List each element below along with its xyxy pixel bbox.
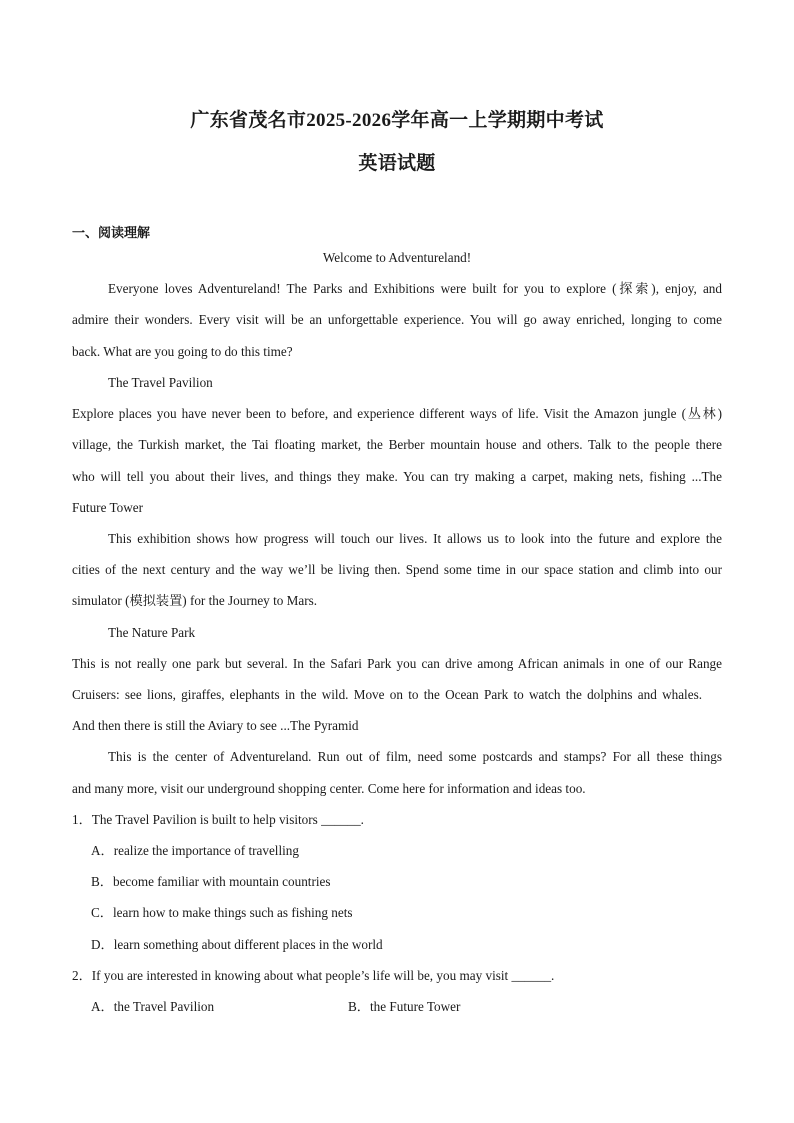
passage-line: admire their wonders. Every visit will be an unforgettable experience. You will go away enriched, longing to come bbox=[72, 312, 722, 327]
passage-line: simulator (模拟装置) for the Journey to Mars. bbox=[72, 593, 318, 608]
exam-subtitle: 英语试题 bbox=[358, 153, 436, 174]
passage-line: back. What are you going to do this time? bbox=[72, 344, 293, 359]
passage-line: Cruisers: see lions, giraffes, elephants in the wild. Move on to the Ocean Park to watch the dolphins and whales. bbox=[72, 687, 702, 702]
passage-line: This exhibition shows how progress will touch our lives. It allows us to look into the future and explore the bbox=[108, 531, 722, 546]
subheading-nature-park: The Nature Park bbox=[108, 625, 196, 640]
exam-title: 广东省茂名市2025-2026学年高一上学期期中考试 bbox=[190, 110, 604, 131]
passage-line: Everyone loves Adventureland! The Parks and Exhibitions were built for you to explore (探索), enjoy, and bbox=[108, 281, 722, 296]
subheading-travel-pavilion: The Travel Pavilion bbox=[108, 375, 213, 390]
passage-line: who will tell you about their lives, and things they make. You can try making a carpet, making nets, fishing ...The bbox=[72, 469, 722, 484]
passage-line: This is the center of Adventureland. Run out of film, need some postcards and stamps? For all these things bbox=[108, 749, 722, 764]
section-heading: 一、阅读理解 bbox=[72, 225, 151, 240]
passage-title: Welcome to Adventureland! bbox=[322, 250, 472, 265]
question-option: B．become familiar with mountain countries bbox=[91, 874, 331, 889]
question-option: D．learn something about different places in the world bbox=[91, 937, 383, 952]
subheading-future-tower: Future Tower bbox=[72, 500, 143, 515]
passage-line: Explore places you have never been to before, and experience different ways of life. Visit the Amazon jungle (丛林) bbox=[72, 406, 722, 421]
passage-line: And then there is still the Aviary to see ...The Pyramid bbox=[72, 718, 359, 733]
question-option: B．the Future Tower bbox=[348, 999, 461, 1014]
passage-line: and many more, visit our underground shopping center. Come here for information and ideas too. bbox=[72, 781, 586, 796]
passage-line: cities of the next century and the way we’ll be living then. Spend some time in our space station and climb into our bbox=[72, 562, 722, 577]
question-option: A．realize the importance of travelling bbox=[91, 843, 299, 858]
passage-line: village, the Turkish market, the Tai floating market, the Berber mountain house and others. Talk to the people there bbox=[72, 437, 722, 452]
question-option: A．the Travel Pavilion bbox=[91, 999, 215, 1014]
passage-line: This is not really one park but several. In the Safari Park you can drive among African animals in one of our Range bbox=[72, 656, 722, 671]
question-stem: 2．If you are interested in knowing about what people’s life will be, you may visit ______. bbox=[72, 968, 555, 983]
question-stem: 1．The Travel Pavilion is built to help visitors ______. bbox=[72, 812, 364, 827]
question-option: C．learn how to make things such as fishing nets bbox=[91, 905, 353, 920]
